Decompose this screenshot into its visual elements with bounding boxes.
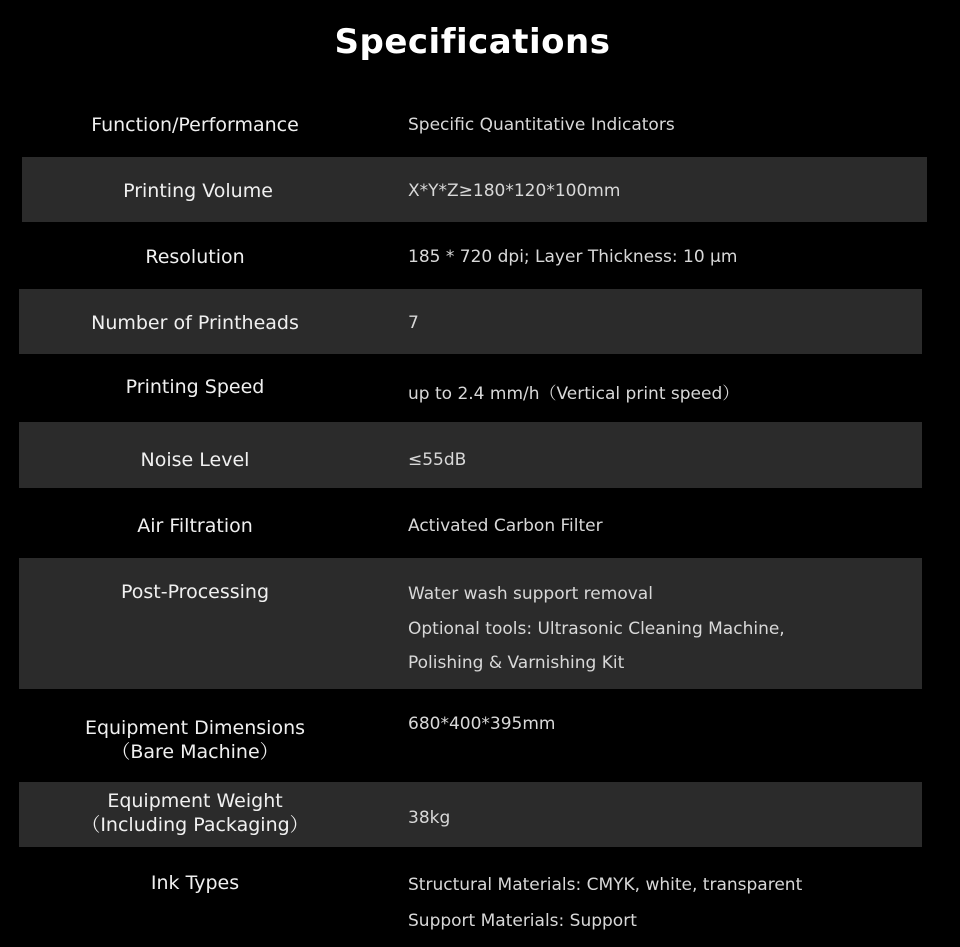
spec-row-equipment-dimensions [19,689,922,781]
spec-label: Number of Printheads [91,312,299,334]
spec-header-label: Function/Performance [91,114,299,136]
spec-row-noise-level [19,422,922,488]
spec-label: Printing Volume [123,180,273,202]
spec-row-air-filtration [19,488,922,558]
spec-label: Air Filtration [137,515,253,537]
spec-value: Activated Carbon Filter [408,516,603,536]
page-title: Specifications [334,22,611,62]
spec-row-printing-speed [19,354,922,422]
spec-value: Structural Materials: CMYK, white, transparent Support Materials: Support [408,875,803,931]
spec-value: X*Y*Z≥180*120*100mm [408,181,621,201]
spec-label: Ink Types [150,872,240,894]
spec-label: Printing Speed [125,376,265,398]
spec-value: 185 * 720 dpi; Layer Thickness: 10 μm [408,247,738,267]
spec-value: Water wash support removal Optional tools: Ultrasonic Cleaning Machine, Polishing & Varnishing Kit [408,584,785,673]
spec-row-post-processing [19,558,922,689]
spec-row-printing-volume [22,157,927,222]
spec-label: Equipment Dimensions （Bare Machine） [84,717,306,763]
spec-value: up to 2.4 mm/h（Vertical print speed） [408,384,740,404]
spec-label: Equipment Weight （Including Packaging） [81,790,309,836]
spec-row-printheads [19,289,922,354]
spec-value: 7 [408,313,419,333]
spec-value: 38kg [408,808,451,828]
spec-row-ink-types [19,847,922,947]
spec-header-value: Specific Quantitative Indicators [408,115,675,135]
spec-label: Post-Processing [120,581,270,603]
spec-label: Resolution [145,246,245,268]
spec-label: Noise Level [140,449,250,471]
spec-value: 680*400*395mm [408,714,556,734]
spec-row-resolution [19,222,922,288]
spec-row-equipment-weight [19,782,922,847]
spec-header-row [19,95,922,155]
spec-value: ≤55dB [408,450,467,470]
